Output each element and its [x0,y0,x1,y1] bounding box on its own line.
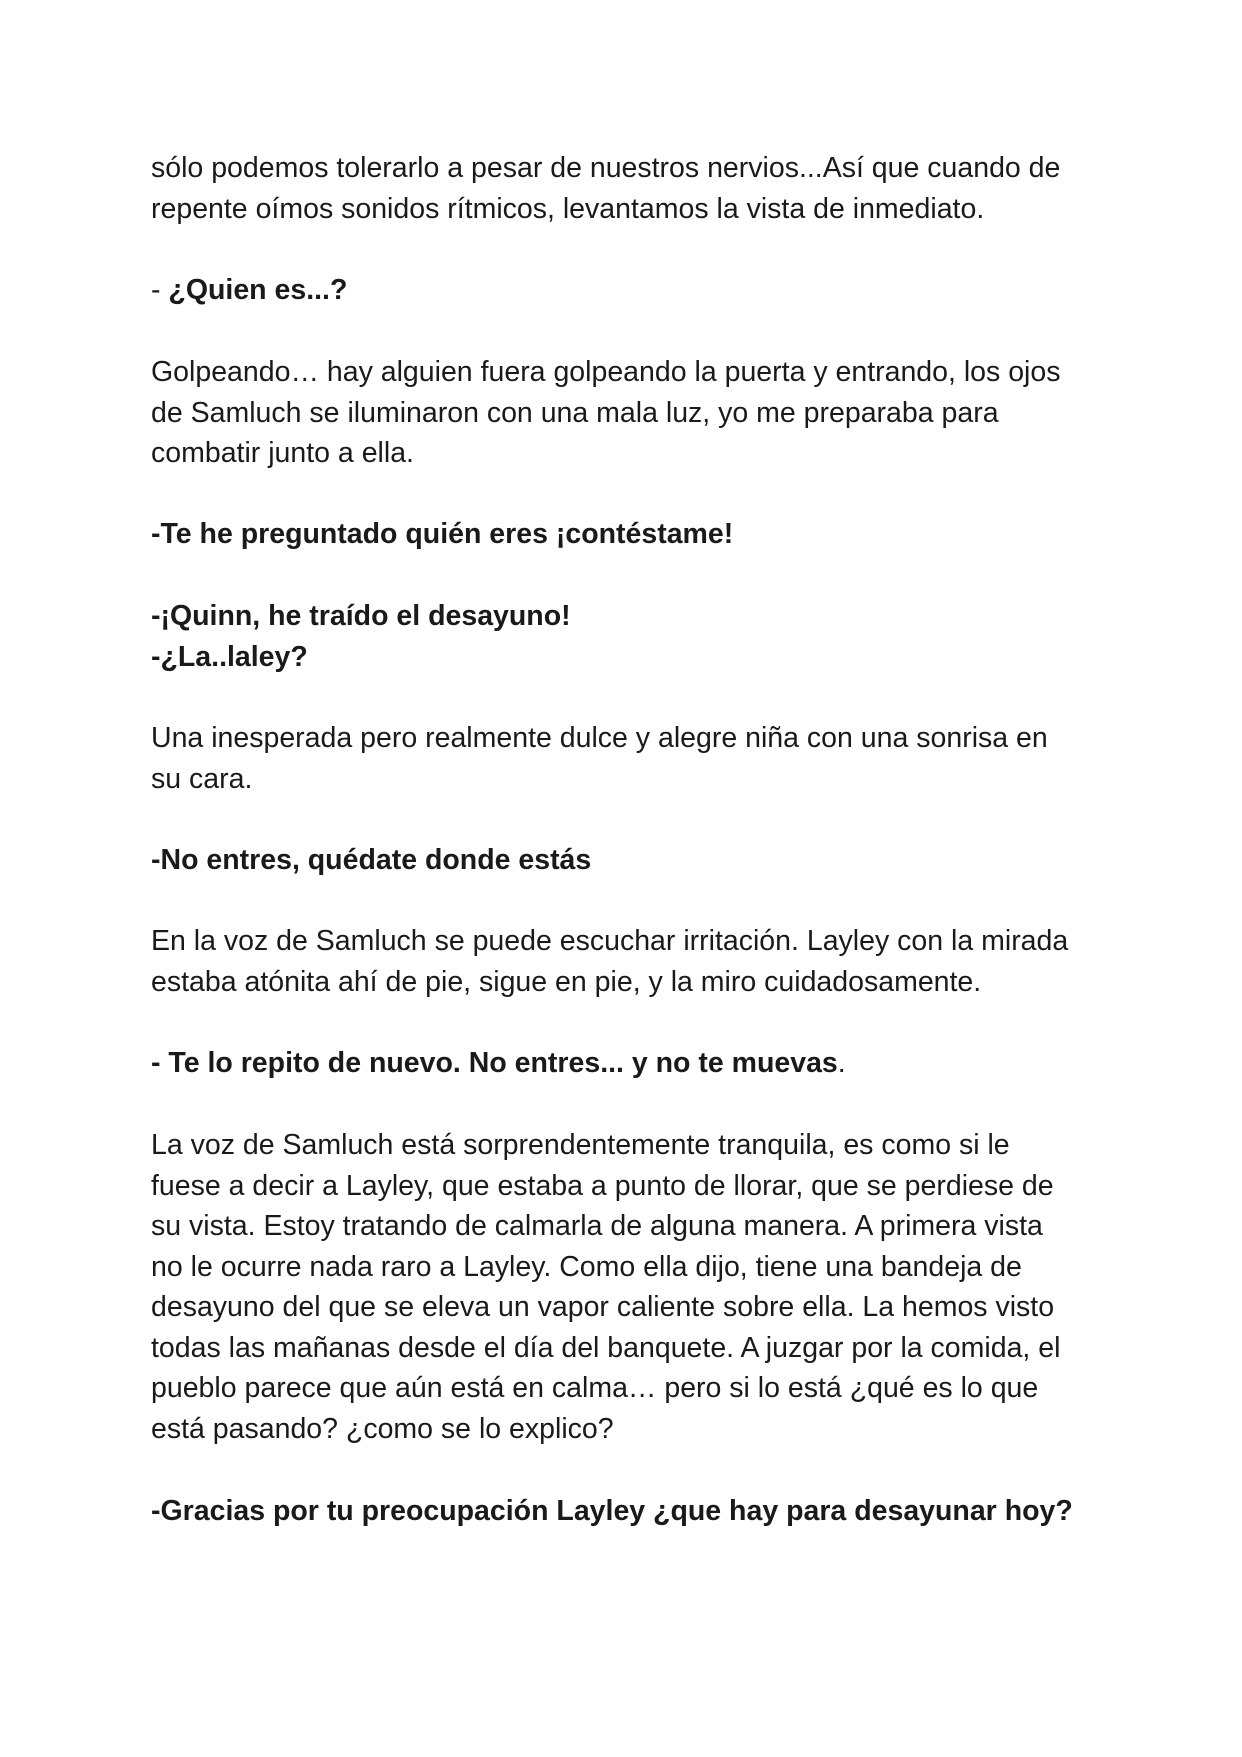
text-line: desayuno del que se eleva un vapor caliente sobre ella. La hemos visto [151,1291,1055,1323]
dialogue-text: ¿Quien es...? [168,274,348,306]
dialogue-text: -No entres, quédate donde estás [151,844,592,876]
text-line: no le ocurre nada raro a Layley. Como ella dijo, tiene una bandeja de [151,1250,1022,1283]
dialogue-line-3 [151,596,1091,677]
dialogue-line-6 [151,1491,1091,1532]
text-line: La voz de Samluch está sorprendentemente tranquila, es como si le [151,1129,1010,1161]
text-line: de Samluch se iluminaron con una mala luz, yo me preparaba para [151,396,999,429]
paragraph-narration-4 [151,921,1091,1002]
text-line: Una inesperada pero realmente dulce y alegre niña con una sonrisa en [151,722,1048,754]
text-line: sólo podemos tolerarlo a pesar de nuestros nervios...Así que cuando de [151,152,1061,184]
paragraph-narration-3 [151,718,1091,799]
text-line: pueblo parece que aún está en calma… pero si lo está ¿qué es lo que [151,1372,1039,1404]
paragraph-narration-5 [151,1125,1091,1449]
dialogue-text: - Te lo repito de nuevo. No entres... y no te muevas [151,1047,838,1079]
dialogue-line-1 [151,270,1091,311]
text-line: está pasando? ¿como se lo explico? [151,1412,614,1445]
dialogue-text: -¿La..laley? [151,640,308,673]
dialogue-line-2 [151,514,1091,555]
text-line: fuese a decir a Layley, que estaba a punto de llorar, que se perdiese de [151,1169,1054,1202]
paragraph-narration-2 [151,352,1091,474]
text-line: repente oímos sonidos rítmicos, levantamos la vista de inmediato. [151,192,985,225]
dialogue-dash: - [151,274,169,306]
text-line: Golpeando… hay alguien fuera golpeando la puerta y entrando, los ojos [151,356,1061,388]
text-line: estaba atónita ahí de pie, sigue en pie, y la miro cuidadosamente. [151,965,982,998]
dialogue-text: -Gracias por tu preocupación Layley ¿que hay para desayunar hoy? [151,1495,1073,1527]
dialogue-line-5 [151,1043,1091,1084]
text-line: todas las mañanas desde el día del banquete. A juzgar por la comida, el [151,1331,1061,1364]
text-line: combatir junto a ella. [151,437,414,469]
dialogue-period: . [837,1047,846,1079]
dialogue-text: -¡Quinn, he traído el desayuno! [151,600,571,632]
text-line: su vista. Estoy tratando de calmarla de alguna manera. A primera vista [151,1210,1043,1242]
text-line: su cara. [151,762,253,795]
text-line: En la voz de Samluch se puede escuchar irritación. Layley con la mirada [151,925,1069,957]
dialogue-line-4 [151,840,1091,881]
paragraph-narration-1 [151,148,1091,229]
dialogue-text: -Te he preguntado quién eres ¡contéstame! [151,518,734,550]
